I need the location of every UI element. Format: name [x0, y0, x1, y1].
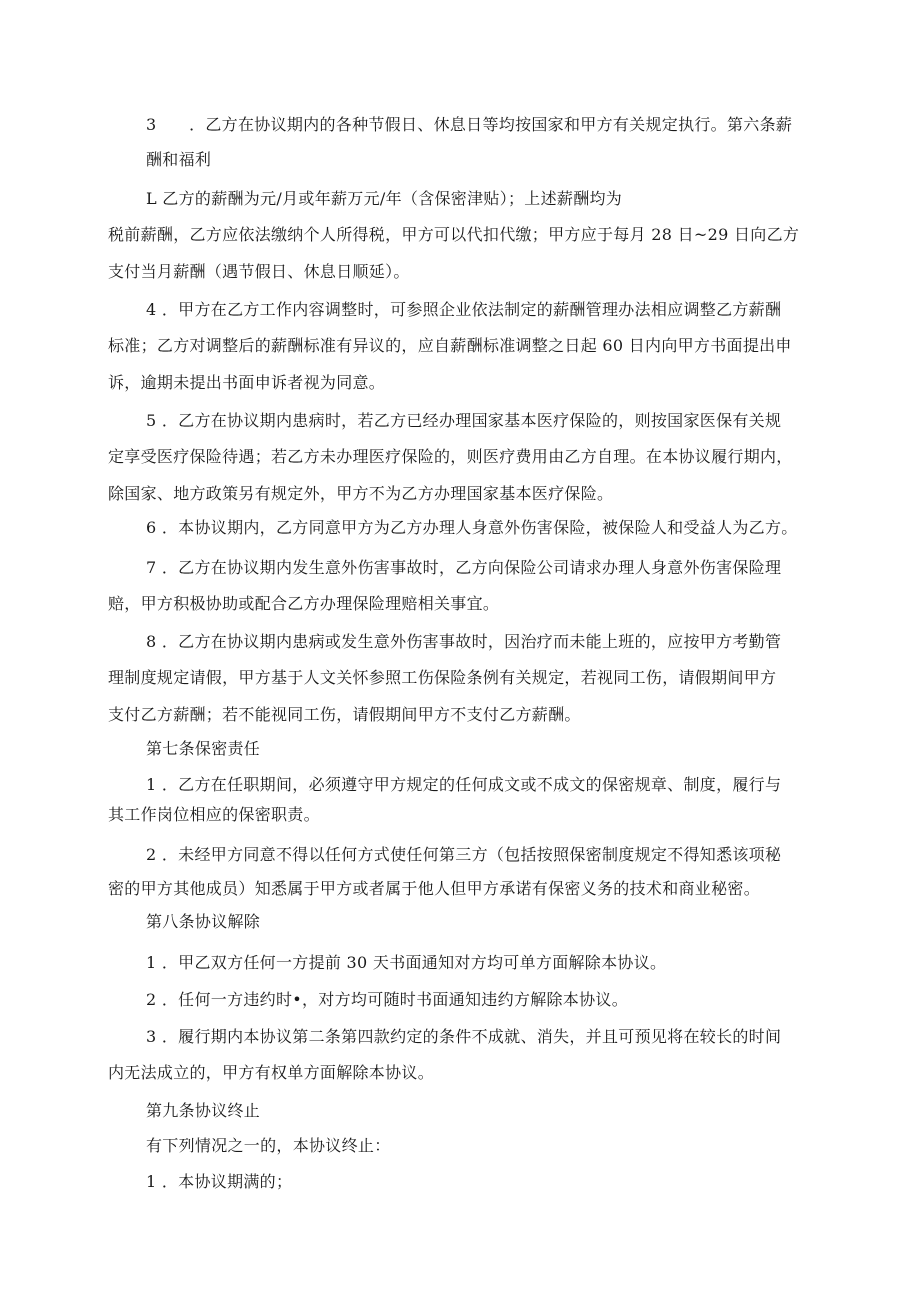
- text-line: 密的甲方其他成员）知悉属于甲方或者属于他人但甲方承诺有保密义务的技术和商业秘密。: [108, 879, 761, 898]
- text-line: 定享受医疗保险待遇；若乙方未办理医疗保险的，则医疗费用由乙方自理。在本协议履行期内，: [108, 447, 793, 466]
- text-line: L 乙方的薪酬为元/月或年薪万元/年（含保密津贴）；上述薪酬均为: [146, 189, 623, 208]
- text-line: 3 ．履行期内本协议第二条第四款约定的条件不成就、消失，并且可预见将在较长的时间: [146, 1027, 782, 1046]
- text-line: 诉，逾期未提出书面申诉者视为同意。: [108, 373, 386, 392]
- text-line: 支付乙方薪酬；若不能视同工伤，请假期间甲方不支付乙方薪酬。: [108, 705, 581, 724]
- text-line: 2 ．未经甲方同意不得以任何方式使任何第三方（包括按照保密制度规定不得知悉该项秘: [146, 845, 782, 864]
- text-line: 赔，甲方积极协助或配合乙方办理保险理赔相关事宜。: [108, 594, 500, 613]
- text-line: 1 ．乙方在任职期间，必须遵守甲方规定的任何成文或不成文的保密规章、制度，履行与: [146, 775, 782, 794]
- text-line: 4 ．甲方在乙方工作内容调整时，可参照企业依法制定的薪酬管理办法相应调整乙方薪酬: [146, 300, 782, 319]
- text-line: 有下列情况之一的，本协议终止：: [146, 1136, 391, 1155]
- text-line: 1 ．甲乙双方任何一方提前 30 天书面通知对方均可单方面解除本协议。: [146, 953, 667, 972]
- text-line: 支付当月薪酬（遇节假日、休息日顺延）。: [108, 262, 410, 281]
- text-line: 7 ．乙方在协议期内发生意外伤害事故时，乙方向保险公司请求办理人身意外伤害保险理: [146, 558, 782, 577]
- section-heading: 第七条保密责任: [146, 739, 261, 758]
- text-line: 除国家、地方政策另有规定外，甲方不为乙方办理国家基本医疗保险。: [108, 484, 614, 503]
- text-line: 税前薪酬，乙方应依法缴纳个人所得税，甲方可以代扣代缴；甲方应于每月 28 日~29 日向乙方: [108, 225, 800, 244]
- text-line: 1 ．本协议期满的；: [146, 1172, 293, 1191]
- text-line: 3 ．乙方在协议期内的各种节假日、休息日等均按国家和甲方有关规定执行。第六条薪: [146, 115, 793, 134]
- text-line: 8 ．乙方在协议期内患病或发生意外伤害事故时，因治疗而未能上班的，应按甲方考勤管: [146, 632, 782, 651]
- section-heading: 第九条协议终止: [146, 1101, 261, 1120]
- text-line: 标准；乙方对调整后的薪酬标准有异议的，应自薪酬标准调整之日起 60 日内向甲方书面提出申: [108, 336, 792, 355]
- text-line: 6 ．本协议期内，乙方同意甲方为乙方办理人身意外伤害保险，被保险人和受益人为乙方。: [146, 518, 798, 537]
- text-line: 酬和福利: [146, 150, 212, 169]
- text-line: 其工作岗位相应的保密职责。: [108, 805, 320, 824]
- section-heading: 第八条协议解除: [146, 912, 261, 931]
- text-line: 理制度规定请假，甲方基于人文关怀参照工伤保险条例有关规定，若视同工伤，请假期间甲方: [108, 668, 777, 687]
- text-line: 5 ．乙方在协议期内患病时，若乙方已经办理国家基本医疗保险的，则按国家医保有关规: [146, 411, 782, 430]
- text-line: 内无法成立的，甲方有权单方面解除本协议。: [108, 1063, 435, 1082]
- text-line: 2 ．任何一方违约时•，对方均可随时书面通知违约方解除本协议。: [146, 990, 629, 1009]
